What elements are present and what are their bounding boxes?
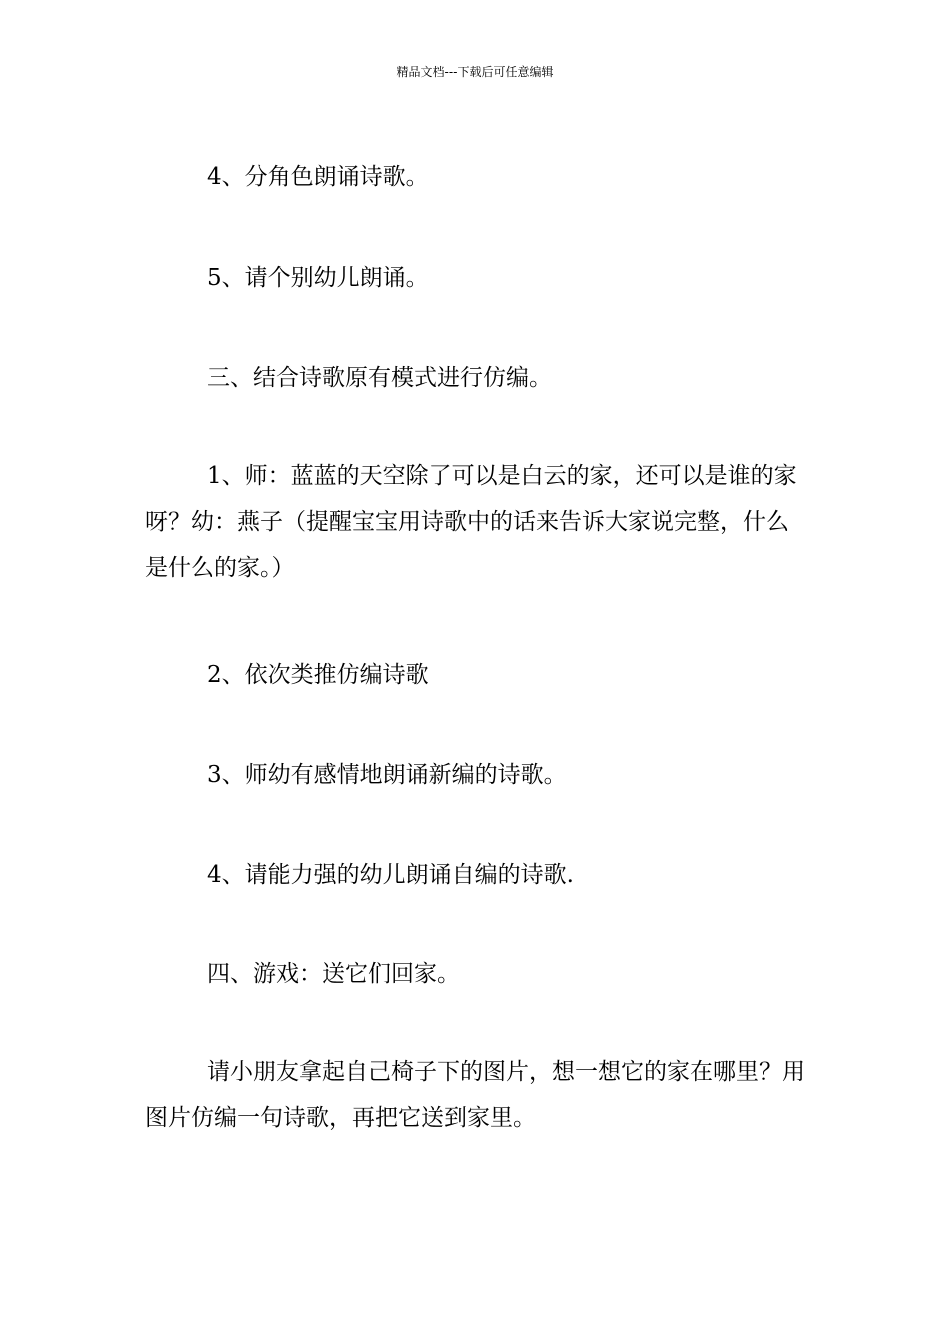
section-heading: 三、结合诗歌原有模式进行仿编。 — [207, 365, 552, 391]
paragraph: 请小朋友拿起自己椅子下的图片，想一想它的家在哪里？用图片仿编一句诗歌，再把它送到家里。 — [145, 1059, 805, 1131]
paragraph: 5、请个别幼儿朗诵。 — [207, 265, 429, 291]
section-heading: 四、游戏：送它们回家。 — [207, 961, 460, 987]
paragraph: 3、师幼有感情地朗诵新编的诗歌。 — [207, 762, 567, 788]
paragraph: 4、请能力强的幼儿朗诵自编的诗歌. — [207, 862, 574, 888]
paragraph: 1、师：蓝蓝的天空除了可以是白云的家，还可以是谁的家呀？幼：燕子（提醒宝宝用诗歌中的话来告诉大家说完整，什么是什么的家。） — [145, 463, 797, 581]
page-header: 精品文档---下载后可任意编辑 — [396, 65, 554, 79]
paragraph: 4、分角色朗诵诗歌。 — [207, 164, 429, 190]
paragraph: 2、依次类推仿编诗歌 — [207, 662, 429, 688]
